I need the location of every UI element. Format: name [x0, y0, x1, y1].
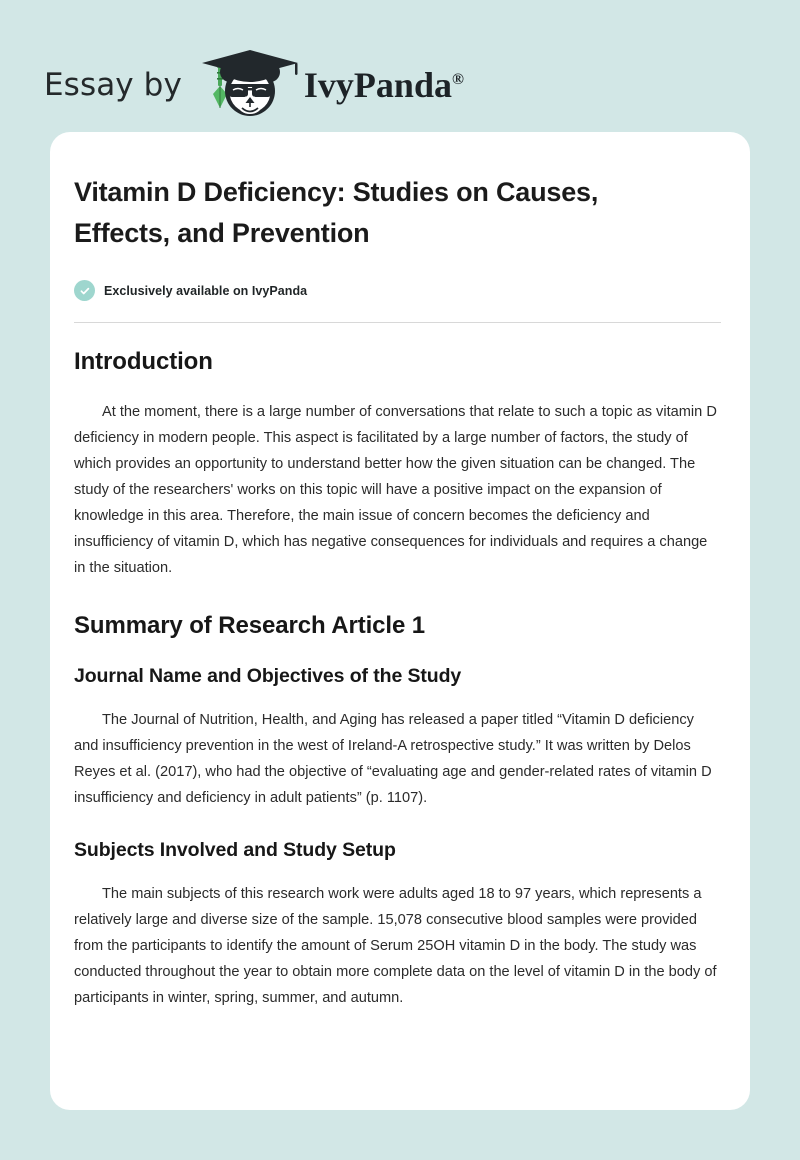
brand-wordmark — [304, 67, 464, 103]
section-heading-summary-research-article-1: Summary of Research Article 1 — [74, 612, 426, 639]
section-heading-introduction: Introduction — [74, 348, 213, 375]
exclusivity-badge — [74, 280, 721, 301]
section-heading-subjects-involved-study-setup: Subjects Involved and Study Setup — [74, 839, 396, 861]
paragraph: The Journal of Nutrition, Health, and Aging has released a paper titled “Vitamin D deficiency and insufficiency prevention in the west of Ireland-A retrospective study.” It was written by Delos Reyes et al. (2017), who had the objective of “evaluating age and gender-related rates of vitamin D insufficiency and deficiency in adult patients” (p. 1107). — [74, 712, 712, 806]
essay-by-label: Essay by — [44, 66, 182, 103]
paragraph: At the moment, there is a large number of conversations that relate to such a topic as vitamin D deficiency in modern people. This aspect is facilitated by a large number of factors, the study of which provides an opportunity to understand better how the given situation can be changed. The study of the researchers' works on this topic will have a positive impact on the expansion of knowledge in this area. Therefore, the main issue of concern becomes the deficiency and insufficiency of vitamin D, which has negative consequences for individuals and requires a change in the situation. — [74, 404, 717, 576]
section-heading-journal-name-objectives: Journal Name and Objectives of the Study — [74, 665, 462, 687]
essay-content — [50, 172, 750, 1011]
page-title: Vitamin D Deficiency: Studies on Causes, Effects, and Prevention — [74, 177, 599, 248]
check-circle-icon — [74, 280, 95, 301]
registered-mark: ® — [451, 71, 464, 88]
brand-header — [0, 0, 800, 132]
paragraph: The main subjects of this research work were adults aged 18 to 97 years, which represents a relatively large and diverse size of the sample. 15,078 consecutive blood samples were provided from the participants to identify the amount of Serum 25OH vitamin D in the body. The study was conducted throughout the year to obtain more complete data on the level of vitamin D in the body of participants in winter, spring, summer, and autumn. — [74, 886, 717, 1006]
panda-graduate-icon — [198, 50, 300, 120]
ivypanda-logo[interactable] — [198, 50, 464, 120]
exclusivity-badge-label: Exclusively available on IvyPanda — [104, 283, 308, 298]
header-divider — [74, 322, 721, 323]
brand-name: IvyPanda — [303, 65, 452, 105]
essay-card — [50, 132, 750, 1110]
